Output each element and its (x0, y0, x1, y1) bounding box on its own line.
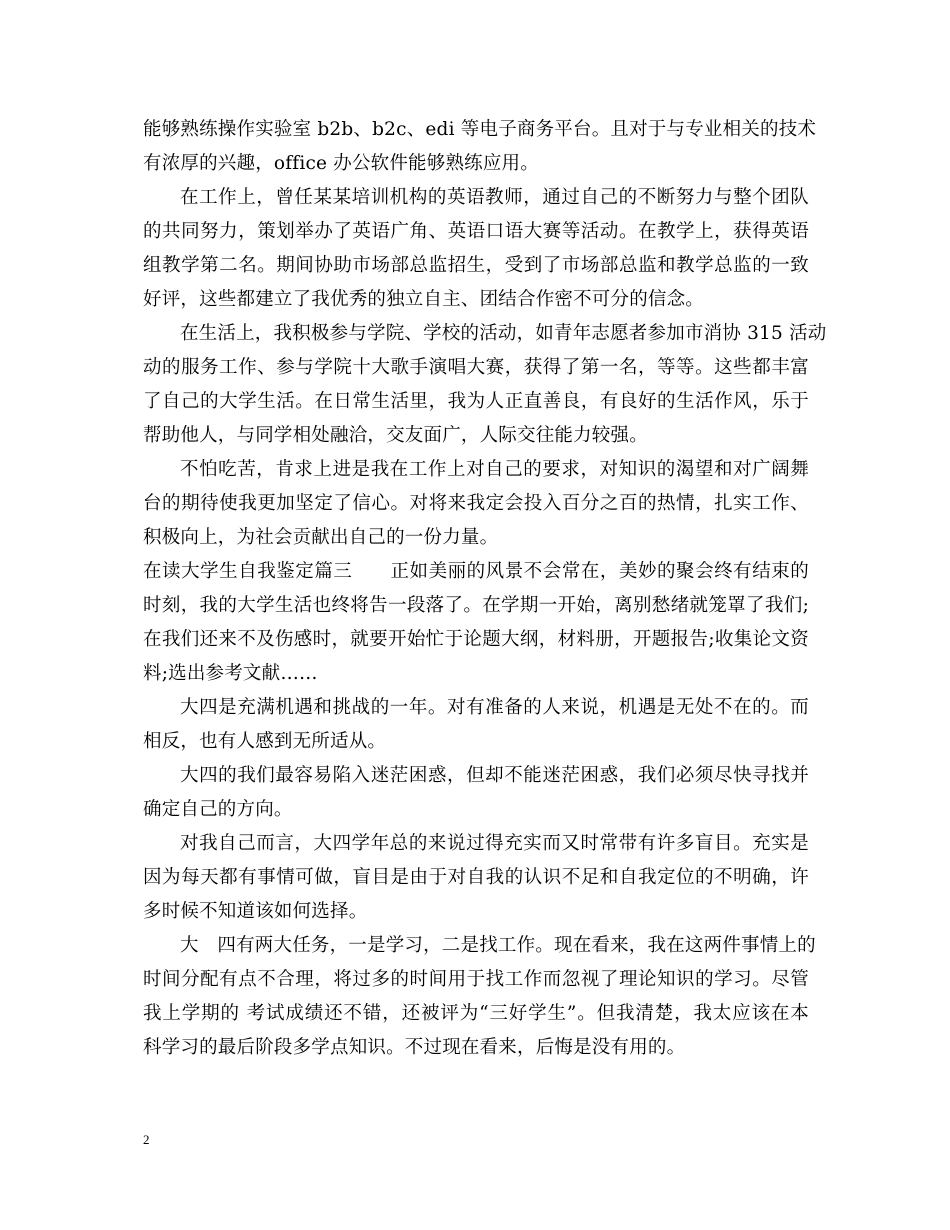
section-heading-line: 在读大学生自我鉴定篇三 正如美丽的风景不会常在，美妙的聚会终有结束的 (143, 561, 809, 582)
text-line: 多时候不知道该如何选择。 (143, 901, 368, 922)
text-line: 在我们还来不及伤感时，就要开始忙于论题大纲，材料册，开题报告;收集论文资 (143, 629, 809, 650)
paragraph-first-line: 大四的我们最容易陷入迷茫困惑，但却不能迷茫困惑，我们必须尽快寻找并 (180, 765, 809, 786)
text-line: 科学习的最后阶段多学点知识。不过现在看来，后悔是没有用的。 (143, 1037, 686, 1058)
paragraph-first-line: 大 四有两大任务，一是学习，二是找工作。现在看来，我在这两件事情上的 (180, 935, 816, 956)
text-line: 相反，也有人感到无所适从。 (143, 731, 387, 752)
text-line: 台的期待使我更加坚定了信心。对将来我定会投入百分之百的热情，扎实工作、 (143, 493, 809, 514)
paragraph-first-line: 对我自己而言，大四学年总的来说过得充实而又时常带有许多盲目。充实是 (180, 833, 809, 854)
body-text (143, 113, 827, 1065)
text-line: 的共同努力，策划举办了英语广角、英语口语大赛等活动。在教学上，获得英语 (143, 221, 809, 242)
paragraph-first-line: 在工作上，曾任某某培训机构的英语教师，通过自己的不断努力与整个团队 (180, 187, 809, 208)
text-line: 料;选出参考文献…… (143, 663, 318, 684)
text-line: 因为每天都有事情可做，盲目是由于对自我的认识不足和自我定位的不明确，许 (143, 867, 809, 888)
text-line: 时间分配有点不合理，将过多的时间用于找工作而忽视了理论知识的学习。尽管 (143, 969, 809, 990)
text-line: 确定自己的方向。 (143, 799, 293, 820)
text-line: 有浓厚的兴趣，office 办公软件能够熟练应用。 (143, 153, 539, 174)
paragraph-first-line: 大四是充满机遇和挑战的一年。对有准备的人来说，机遇是无处不在的。而 (180, 697, 809, 718)
page-number: 2 (143, 1132, 150, 1147)
text-line: 能够熟练操作实验室 b2b、b2c、edi 等电子商务平台。且对于与专业相关的技术 (143, 119, 817, 140)
text-line: 时刻，我的大学生活也终将告一段落了。在学期一开始，离别愁绪就笼罩了我们; (143, 595, 809, 616)
paragraph-first-line: 在生活上，我积极参与学院、学校的活动，如青年志愿者参加市消协 315 活动 (180, 323, 827, 344)
text-line: 好评，这些都建立了我优秀的独立自主、团结合作密不可分的信念。 (143, 289, 705, 310)
text-line: 动的服务工作、参与学院十大歌手演唱大赛，获得了第一名，等等。这些都丰富 (143, 357, 809, 378)
text-line: 帮助他人，与同学相处融洽，交友面广，人际交往能力较强。 (143, 425, 648, 446)
text-line: 我上学期的 考试成绩还不错，还被评为“三好学生”。但我清楚，我太应该在本 (143, 1003, 809, 1024)
text-line: 了自己的大学生活。在日常生活里，我为人正直善良，有良好的生活作风，乐于 (143, 391, 809, 412)
paragraph-first-line: 不怕吃苦，肯求上进是我在工作上对自己的要求，对知识的渴望和对广阔舞 (180, 459, 809, 480)
text-line: 积极向上，为社会贡献出自己的一份力量。 (143, 527, 499, 548)
text-line: 组教学第二名。期间协助市场部总监招生，受到了市场部总监和教学总监的一致 (143, 255, 809, 276)
